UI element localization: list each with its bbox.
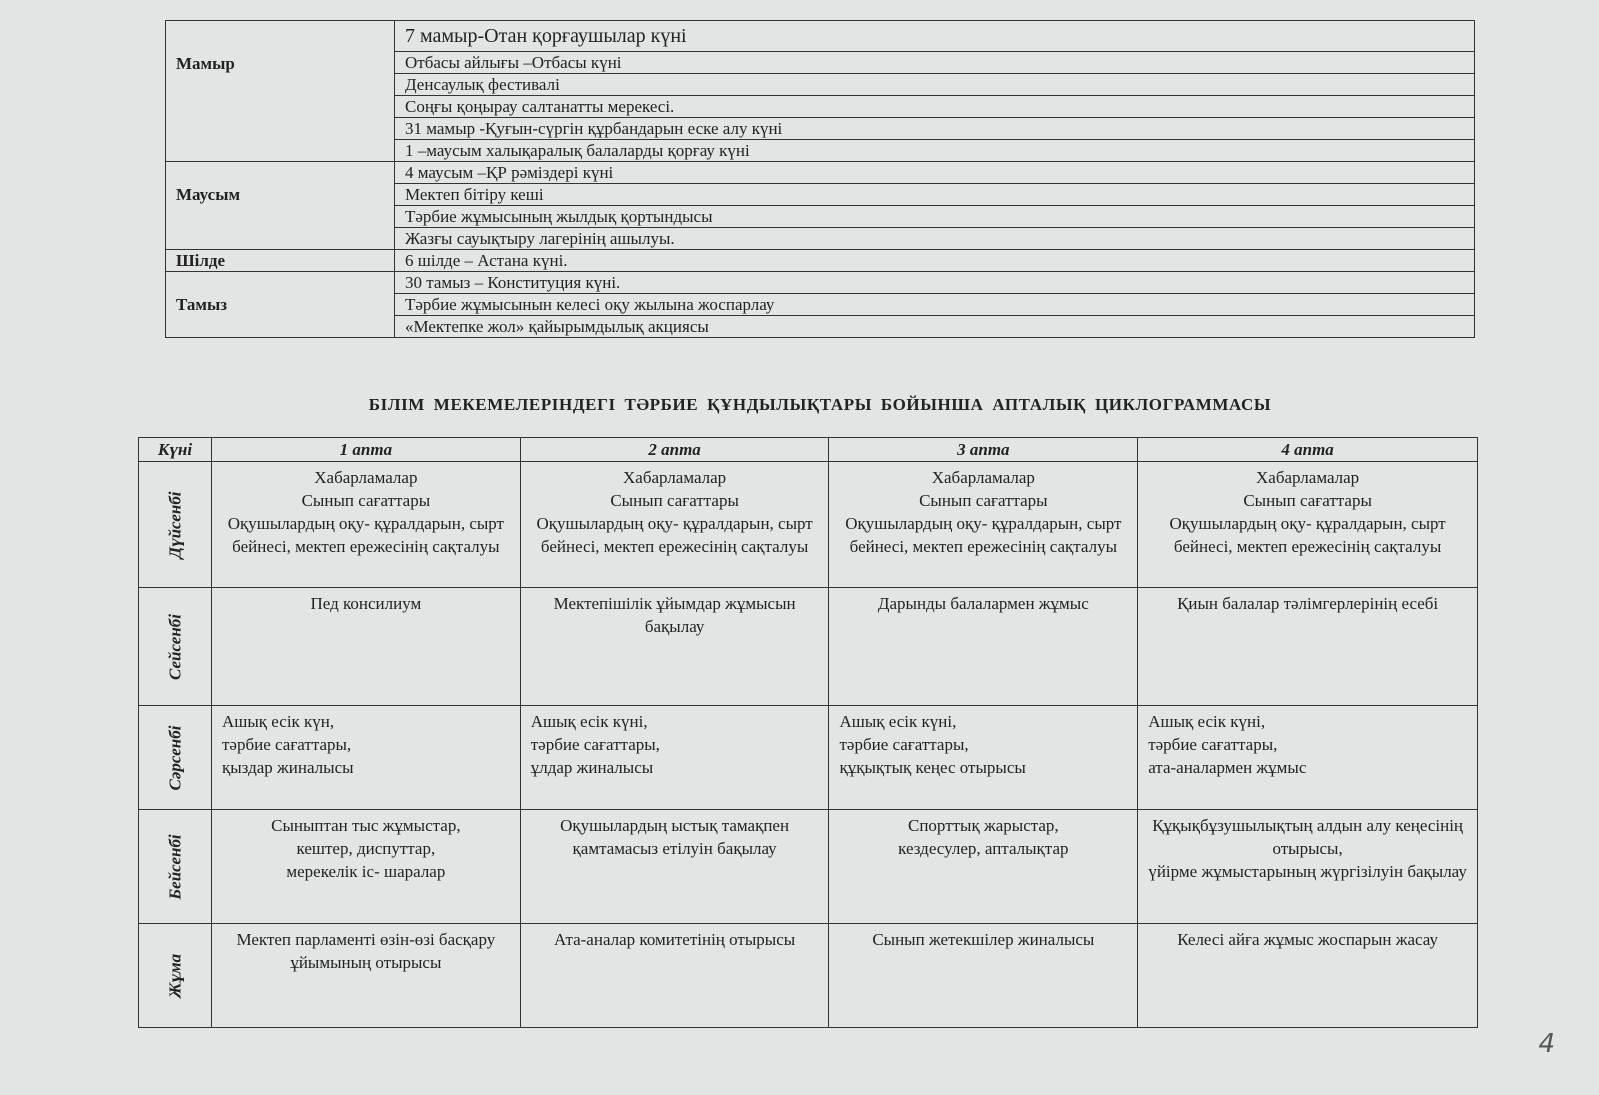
- table-cell: [829, 924, 1138, 1028]
- day-label-text: Жұма: [165, 953, 185, 998]
- table-row: [139, 706, 1478, 810]
- cell-line: Пед консилиум: [310, 594, 422, 613]
- cell-line: Қиын балалар тәлімгерлерінің есебі: [1177, 594, 1439, 613]
- table-row: [139, 810, 1478, 924]
- month-name: Маусым: [166, 162, 395, 250]
- table-cell: [829, 706, 1138, 810]
- cell-line: Спорттық жарыстар,: [907, 816, 1059, 835]
- table-row: [139, 924, 1478, 1028]
- cell-line: тәрбие сағаттары,: [530, 735, 660, 754]
- table-cell: [829, 810, 1138, 924]
- day-label-text: Сәрсенбі: [165, 725, 185, 790]
- cell-line: Ашық есік күні,: [839, 712, 957, 731]
- event-cell: «Мектепке жол» қайырымдылық акциясы: [395, 316, 1475, 338]
- page-number: 4: [1538, 1029, 1555, 1059]
- cell-line: Ашық есік күні,: [1148, 712, 1266, 731]
- table-row: [166, 162, 1475, 184]
- cell-line: Хабарламалар: [931, 468, 1035, 487]
- day-label-text: Бейсенбі: [165, 833, 185, 900]
- cell-line: тәрбие сағаттары,: [222, 735, 352, 754]
- event-cell: Тәрбие жұмысының жылдық қортындысы: [395, 206, 1475, 228]
- month-name: Мамыр: [166, 21, 395, 162]
- cell-line: құқықтық кеңес отырысы: [839, 758, 1026, 777]
- table-row: [139, 462, 1478, 588]
- event-cell: 6 шілде – Астана күні.: [395, 250, 1475, 272]
- table-cell: [212, 706, 521, 810]
- cell-line: Сынып сағаттары: [301, 491, 431, 510]
- table-cell: [1138, 924, 1478, 1028]
- section-heading: БІЛІМ МЕКЕМЕЛЕРІНДЕГІ ТӘРБИЕ ҚҰНДЫЛЫҚТАРЫ БОЙЫНША АПТАЛЫҚ ЦИКЛОГРАММАСЫ: [368, 395, 1272, 414]
- day-label: [139, 706, 212, 810]
- table-cell: [212, 924, 521, 1028]
- event-cell: 4 маусым –ҚР рәміздері күні: [395, 162, 1475, 184]
- event-cell: 30 тамыз – Конституция күні.: [395, 272, 1475, 294]
- cell-line: ұлдар жиналысы: [530, 758, 654, 777]
- table-cell: [520, 462, 829, 588]
- table-cell: [520, 810, 829, 924]
- day-label-text: Сейсенбі: [165, 613, 185, 680]
- table-row: [166, 272, 1475, 294]
- day-label-text: Дүйсенбі: [165, 490, 185, 559]
- weekly-cyclogram-table: [138, 437, 1478, 1028]
- cell-line: кездесулер, апталықтар: [898, 839, 1069, 858]
- table-cell: [1138, 706, 1478, 810]
- cell-line: үйірме жұмыстарының жүргізілуін бақылау: [1148, 862, 1467, 881]
- cell-line: Сынып сағаттары: [1243, 491, 1372, 510]
- cell-line: Сынып сағаттары: [610, 491, 739, 510]
- cell-line: тәрбие сағаттары,: [1148, 735, 1278, 754]
- cell-line: Хабарламалар: [1256, 468, 1360, 487]
- day-label: [139, 924, 212, 1028]
- cell-line: тәрбие сағаттары,: [839, 735, 969, 754]
- cell-line: Оқушылардың оқу- құралдарын, сырт бейнесі, мектеп ережесінің сақталуы: [536, 514, 813, 556]
- cell-line: Хабарламалар: [314, 468, 418, 487]
- cell-line: кештер, диспуттар,: [296, 839, 436, 858]
- column-header-week-2: 2 апта: [520, 438, 829, 462]
- table-cell: [212, 462, 521, 588]
- event-cell: 7 мамыр-Отан қорғаушылар күні: [395, 21, 1475, 52]
- cell-line: Ашық есік күн,: [222, 712, 335, 731]
- event-cell: Соңғы қоңырау салтанатты мерекесі.: [395, 96, 1475, 118]
- column-header-day: Күні: [139, 438, 212, 462]
- column-header-week-1: 1 апта: [212, 438, 521, 462]
- table-cell: [829, 462, 1138, 588]
- cell-line: Дарынды балалармен жұмыс: [877, 594, 1089, 613]
- table-cell: [520, 924, 829, 1028]
- table-cell: [212, 810, 521, 924]
- cell-line: Оқушылардың оқу- құралдарын, сырт бейнесі, мектеп ережесінің сақталуы: [227, 514, 504, 556]
- day-label: [139, 588, 212, 706]
- cell-line: Мектеп парламенті өзін-өзі басқару ұйымының отырысы: [236, 930, 496, 972]
- column-header-week-3: 3 апта: [829, 438, 1138, 462]
- cell-line: Мектепішілік ұйымдар жұмысын бақылау: [553, 594, 796, 636]
- cell-line: мерекелік іс- шаралар: [286, 862, 446, 881]
- table-row: [166, 21, 1475, 52]
- day-label: [139, 810, 212, 924]
- event-cell: 1 –маусым халықаралық балаларды қорғау күні: [395, 140, 1475, 162]
- cell-line: Оқушылардың оқу- құралдарын, сырт бейнесі, мектеп ережесінің сақталуы: [845, 514, 1122, 556]
- table-cell: [520, 706, 829, 810]
- cell-line: Ашық есік күні,: [530, 712, 648, 731]
- cell-line: Сыныптан тыс жұмыстар,: [271, 816, 461, 835]
- cell-line: Ата-аналар комитетінің отырысы: [554, 930, 796, 949]
- table-cell: [829, 588, 1138, 706]
- table-cell: [1138, 462, 1478, 588]
- day-label: [139, 462, 212, 588]
- cell-line: Сынып сағаттары: [919, 491, 1048, 510]
- table-row: [166, 250, 1475, 272]
- column-header-week-4: 4 апта: [1138, 438, 1478, 462]
- cell-line: Сынып жетекшілер жиналысы: [872, 930, 1095, 949]
- cell-line: Оқушылардың ыстық тамақпен қамтамасыз етілуін бақылау: [560, 816, 790, 858]
- table-cell: [1138, 588, 1478, 706]
- month-name: Шілде: [166, 250, 395, 272]
- table-cell: [1138, 810, 1478, 924]
- header-row: [139, 438, 1478, 462]
- cell-line: Оқушылардың оқу- құралдарын, сырт бейнесі, мектеп ережесінің сақталуы: [1169, 514, 1446, 556]
- event-cell: Мектеп бітіру кеші: [395, 184, 1475, 206]
- cell-line: қыздар жиналысы: [222, 758, 354, 777]
- event-cell: Тәрбие жұмысынын келесі оқу жылына жоспарлау: [395, 294, 1475, 316]
- month-name: Тамыз: [166, 272, 395, 338]
- cell-line: Құқықбұзушылықтың алдын алу кеңесінің отырысы,: [1152, 816, 1464, 858]
- event-cell: Денсаулық фестивалі: [395, 74, 1475, 96]
- cell-line: Келесі айға жұмыс жоспарын жасау: [1177, 930, 1438, 949]
- table-row: [139, 588, 1478, 706]
- cell-line: ата-аналармен жұмыс: [1148, 758, 1307, 777]
- table-cell: [212, 588, 521, 706]
- event-cell: Жазғы сауықтыру лагерінің ашылуы.: [395, 228, 1475, 250]
- event-cell: 31 мамыр -Қуғын-сүргін құрбандарын еске алу күні: [395, 118, 1475, 140]
- monthly-events-table: [165, 20, 1475, 338]
- table-cell: [520, 588, 829, 706]
- cell-line: Хабарламалар: [623, 468, 727, 487]
- event-cell: Отбасы айлығы –Отбасы күні: [395, 52, 1475, 74]
